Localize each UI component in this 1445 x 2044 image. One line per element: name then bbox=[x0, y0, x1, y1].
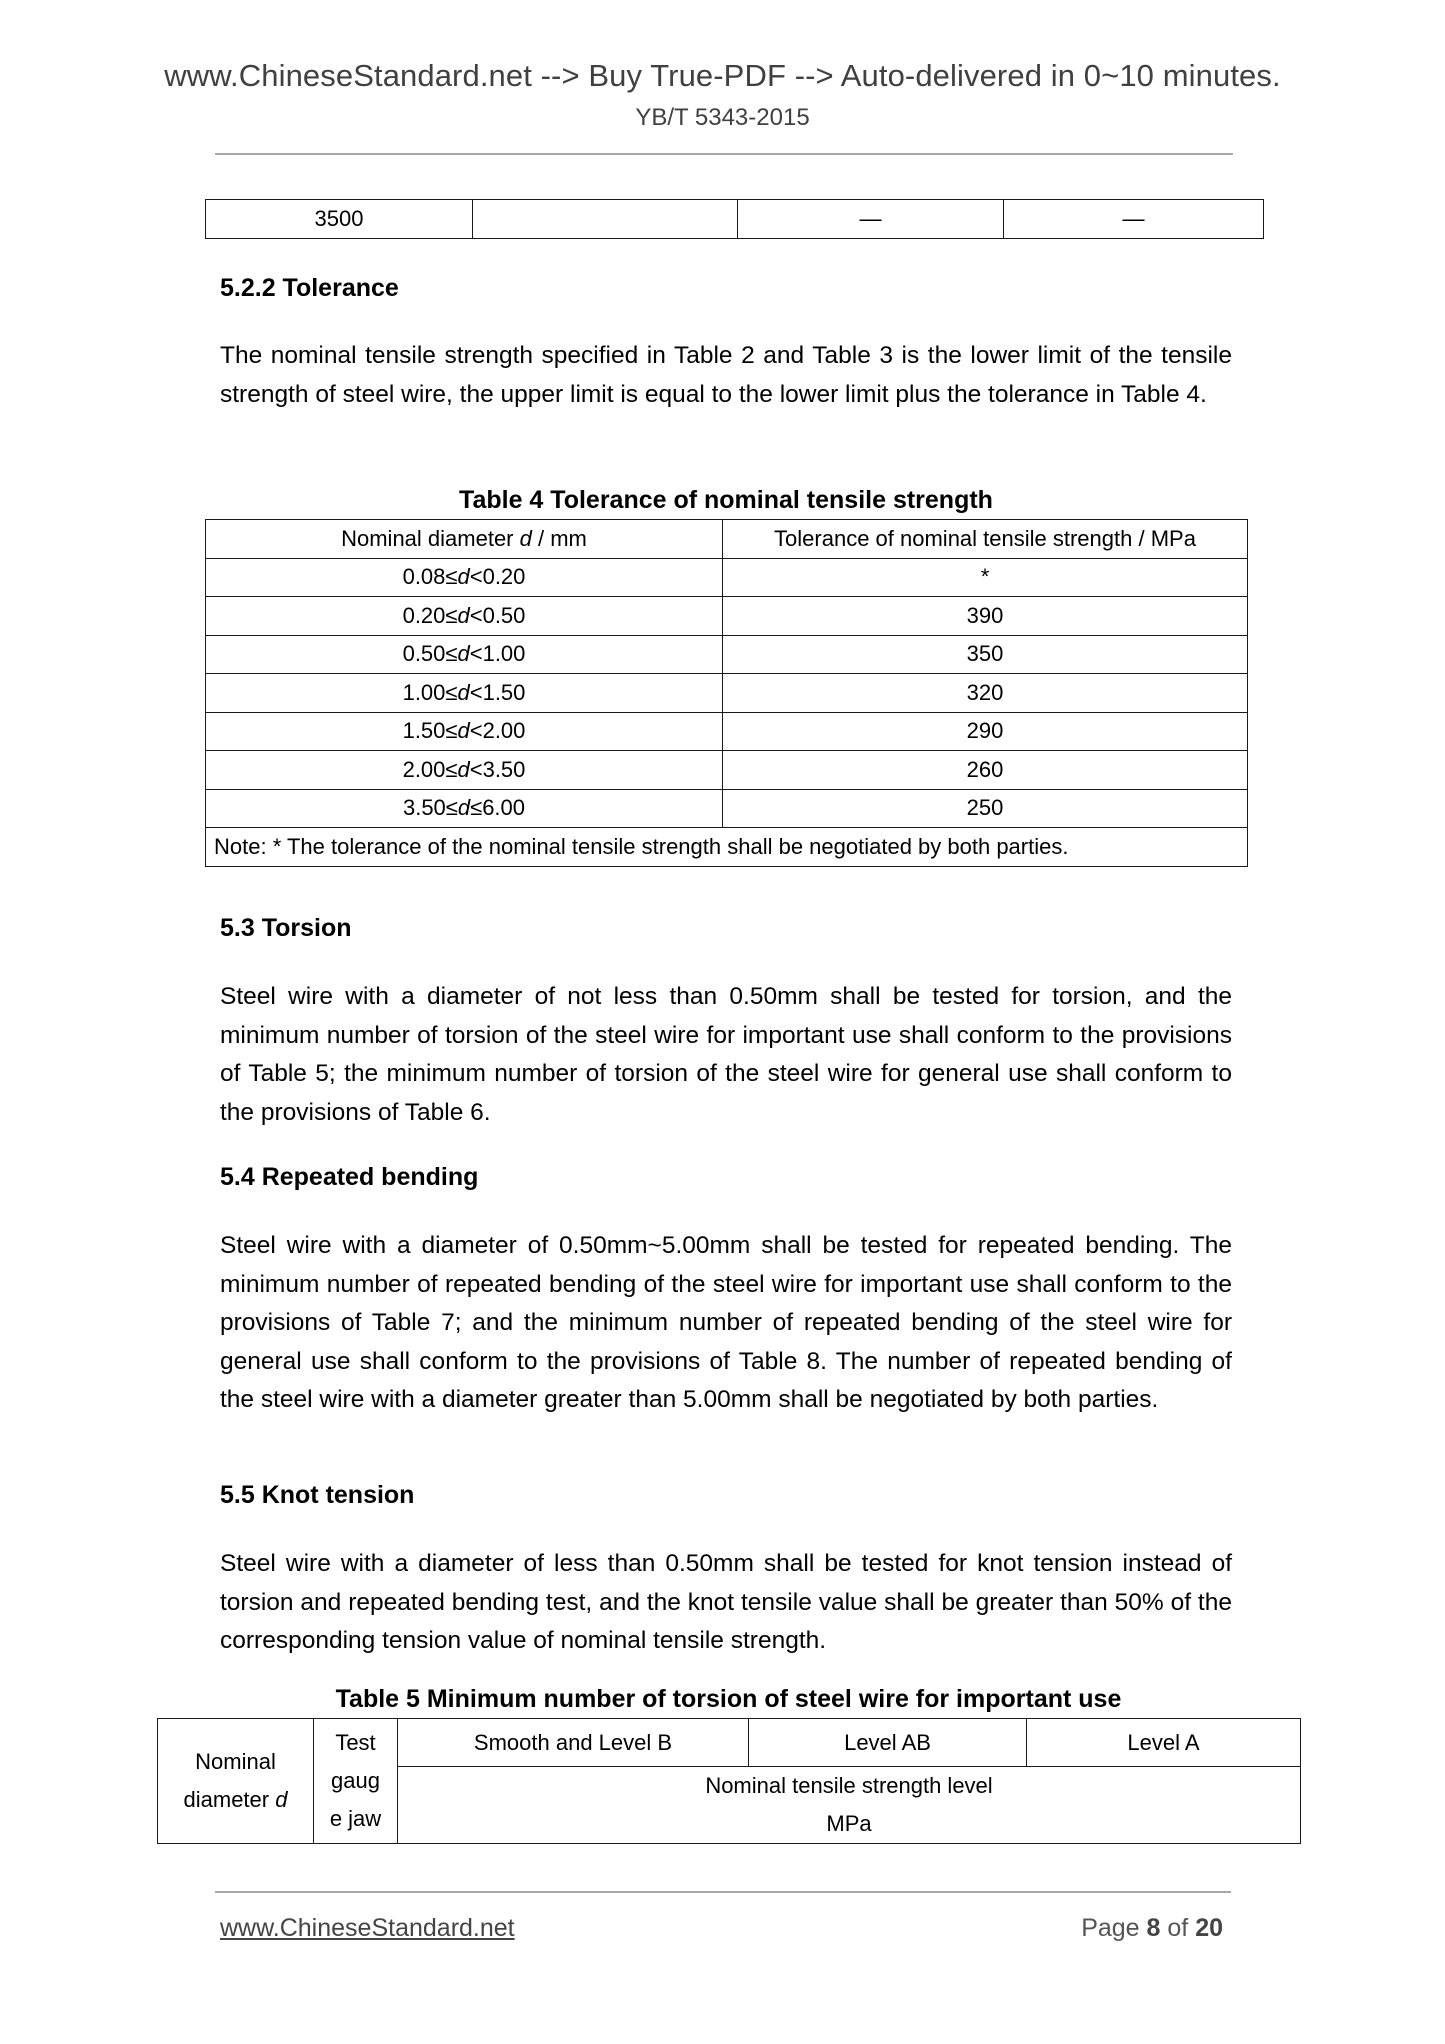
diameter-range: 1.00≤d<1.50 bbox=[206, 674, 723, 713]
table-header-cell: Tolerance of nominal tensile strength / MPa bbox=[723, 520, 1248, 559]
table5-caption: Table 5 Minimum number of torsion of steel wire for important use bbox=[335, 1685, 1122, 1713]
section-heading-5-3: 5.3 Torsion bbox=[220, 914, 352, 942]
footer-site-link[interactable]: www.ChineseStandard.net bbox=[220, 1914, 515, 1942]
standard-code: YB/T 5343-2015 bbox=[635, 104, 810, 131]
section-heading-5-4: 5.4 Repeated bending bbox=[220, 1163, 479, 1191]
table-row bbox=[206, 674, 1248, 713]
diameter-range: 1.50≤d<2.00 bbox=[206, 712, 723, 751]
section-text-5-5: Steel wire with a diameter of less than 0.50mm shall be tested for knot tension instead of torsion and repeated bending test, and the knot tensile value shall be greater than 50% of the corresponding tension value of nominal tensile strength. bbox=[220, 1550, 1232, 1654]
current-page: 8 bbox=[1146, 1914, 1161, 1942]
tolerance-value: 350 bbox=[723, 635, 1248, 674]
table-cell: — bbox=[738, 200, 1004, 239]
header-strength-level: Nominal tensile strength level MPa bbox=[398, 1767, 1301, 1844]
header-level-smooth-b: Smooth and Level B bbox=[398, 1719, 749, 1767]
section-text-5-2-2: The nominal tensile strength specified in Table 2 and Table 3 is the lower limit of the tensile strength of steel wire, the upper limit is equal to the lower limit plus the tolerance in Table 4. bbox=[220, 342, 1232, 408]
diameter-range: 3.50≤d≤6.00 bbox=[206, 789, 723, 828]
continued-table bbox=[205, 199, 1264, 239]
section-heading-5-5: 5.5 Knot tension bbox=[220, 1481, 415, 1509]
table-header-cell: Nominal diameter d / mm bbox=[206, 520, 723, 559]
header-level-a: Level A bbox=[1027, 1719, 1301, 1767]
tolerance-value: * bbox=[723, 558, 1248, 597]
header-level-ab: Level AB bbox=[749, 1719, 1027, 1767]
table-row bbox=[206, 635, 1248, 674]
table-row bbox=[206, 558, 1248, 597]
table4-note: Note: * The tolerance of the nominal tensile strength shall be negotiated by both parties. bbox=[206, 828, 1248, 867]
table-header-row bbox=[206, 520, 1248, 559]
header-test-gauge-jaw: Test gaug e jaw bbox=[314, 1719, 398, 1844]
header-divider bbox=[215, 153, 1233, 155]
section-text-5-4: Steel wire with a diameter of 0.50mm~5.00mm shall be tested for repeated bending. The minimum number of repeated bending of the steel wire for important use shall conform to the provisions of Table 7; and the minimum number of repeated bending of the steel wire for general use shall conform to the provisions of Table 8. The number of repeated bending of the steel wire with a diameter greater than 5.00mm shall be negotiated by both parties. bbox=[220, 1232, 1232, 1413]
table-row bbox=[206, 712, 1248, 751]
tolerance-value: 390 bbox=[723, 597, 1248, 636]
header-banner: www.ChineseStandard.net --> Buy True-PDF --> Auto-delivered in 0~10 minutes. bbox=[164, 58, 1281, 93]
table-cell: 3500 bbox=[206, 200, 473, 239]
page-indicator: Page 8 of 20 bbox=[1081, 1914, 1223, 1942]
header-nominal-diameter: Nominal diameter d bbox=[158, 1719, 314, 1844]
table-row bbox=[206, 597, 1248, 636]
tolerance-value: 320 bbox=[723, 674, 1248, 713]
table-cell bbox=[473, 200, 738, 239]
table-row bbox=[206, 200, 1264, 239]
diameter-range: 0.20≤d<0.50 bbox=[206, 597, 723, 636]
total-pages: 20 bbox=[1195, 1914, 1223, 1942]
footer-divider bbox=[215, 1891, 1231, 1893]
table5 bbox=[157, 1718, 1301, 1844]
tolerance-value: 260 bbox=[723, 751, 1248, 790]
table-note-row bbox=[206, 828, 1248, 867]
section-heading-5-2-2: 5.2.2 Tolerance bbox=[220, 274, 399, 302]
table-cell: — bbox=[1004, 200, 1264, 239]
table-header-row bbox=[158, 1719, 1301, 1767]
tolerance-value: 290 bbox=[723, 712, 1248, 751]
table-row bbox=[206, 789, 1248, 828]
table4-caption: Table 4 Tolerance of nominal tensile strength bbox=[459, 486, 993, 514]
tolerance-value: 250 bbox=[723, 789, 1248, 828]
diameter-range: 2.00≤d<3.50 bbox=[206, 751, 723, 790]
section-text-5-3: Steel wire with a diameter of not less than 0.50mm shall be tested for torsion, and the minimum number of torsion of the steel wire for important use shall conform to the provisions of Table 5; the minimum number of torsion of the steel wire for general use shall conform to the provisions of Table 6. bbox=[220, 983, 1232, 1126]
diameter-range: 0.50≤d<1.00 bbox=[206, 635, 723, 674]
table-row bbox=[206, 751, 1248, 790]
diameter-range: 0.08≤d<0.20 bbox=[206, 558, 723, 597]
table4 bbox=[205, 519, 1248, 867]
